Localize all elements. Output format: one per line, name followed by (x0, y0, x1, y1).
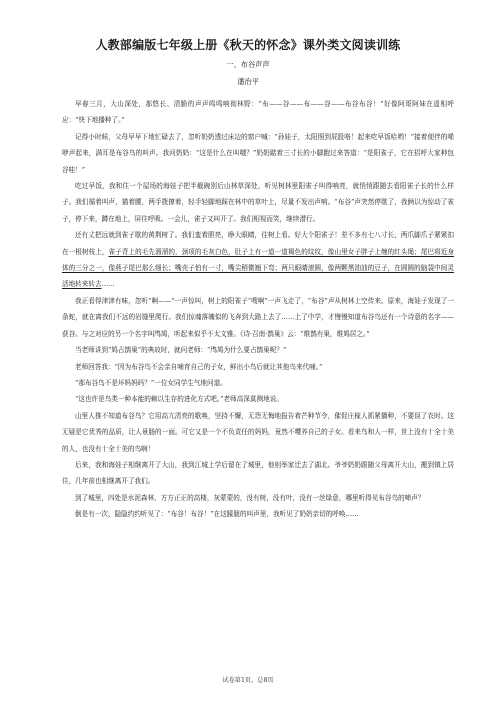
paragraph: “那布谷鸟不是坏妈妈吗？”一位女同学生气地问道。 (75, 378, 227, 387)
paragraph: 倒是有一次，隐隐约约听见了：“布谷！布谷！”在这朦胧的叫声里，我听见了奶奶亲切的呼唤…… (75, 510, 359, 519)
paragraph: 老师回答我：“因为布谷鸟不会亲自哺育自己的子女，鲜出小鸟后就让其他鸟来代哺。” (75, 362, 323, 371)
page-title: 人教部编版七年级上册《秋天的怀念》课外类文阅读训练 (95, 38, 401, 52)
paragraph: 当老师讲到“鸠占鹊巢”的典故时，就问老师：“鸤鸠为什么要占鹊巢呢？” (75, 346, 287, 355)
paragraph: 吃过早饭，我和住一个屋场的海娃子把半截碗别后山林草深处，听见树林里阳雀子叫得响亮，就悄悄跟随去看阳雀子长的什么样子。我们循着叫声，猫着腰，两手拨撩着，轻手轻脚地踩在林中的草叶上，尽量不发出声响。“布谷”声突然停歇了，我俩以为惊动了雀子，停下来，蹲在地上，屏住呼吸。一会儿，雀子又叫开了。我们相视而笑，继续潜行。 (62, 182, 454, 223)
article-body (62, 96, 454, 523)
underlined-passage: 雀子背上的毛先溜溜的，颈项的毛灰白色，肚子上有一道一道褐色的纹纹，像山里女子胖子上缠的红头绳；尾巴将近身体的三分之一，像燕子尾巴那么细长；嘴壳子怕有一寸，嘴尖稍微翘下弯；两只眼睛滚圆，像两颗黑油油的豆子，在圆圆的脑袋中间灵活地转来转去 (62, 247, 454, 289)
paragraph-text-end: …… (101, 280, 115, 289)
paragraph: 山里人推不知道布谷鸟？它用高亢清亮的歌唤，坚持不懈，无怨无悔地报告着芒种节令，催促庄稼人抓紧播种，不要误了农时。这无疑是它优秀的品质，让人景肠的一面。可它又是一个不负责任的妈妈，竟然不嘤养自己的子女。看来鸟和人一样，世上没有十全十美的人，也没有十全十美的鸟啊！ (62, 411, 454, 453)
author-line: 潘治平 (237, 77, 259, 86)
paragraph (62, 227, 454, 293)
paragraph: 记得小时候，父母早早下地忙碌去了，忽听奶奶透过床边的窗户喊：“孙娃子，太阳照到屁股咯！起来吃早饭哈哟！”接着便伴的唏咿声起来，满耳是布谷鸟的叫声。我问奶奶：“这是什么在叫哦？”奶奶踮着三寸长的小脚跑过来答道：“是阳雀子，它在招呼大家种包谷哇！” (62, 132, 454, 174)
paragraph: “这也许是鸟类一种本能的赖以生存的进化方式吧。”老师高深莫测地说。 (75, 395, 283, 404)
paragraph: 早春三月，大山深处，那悠长、清脆的声声鸣鸣响彻林野：“布——谷——布——谷——布谷布谷！”好像阿哥阿妹在遥相呼应：“快下地播种了。” (62, 100, 454, 125)
paragraph-text: 还有丈把远就到雀子歇的黄荆树了。我们蛮着胆亮，睁大眼睛，往树上看。好大个阳雀子！差不多有七八寸长，两爪脚爪子紧紧扣在一根树枝上， (62, 231, 454, 256)
paragraph: 我正看得津津有味，忽听“啊——”一声惊叫，树上的阳雀子“嗖啊”一声飞走了，“布谷”声从树林上空传来。原来，海娃子发现了一条蛇，就在离我们不远的岩缝里爬行。我们惊魂落魄似的飞奔到大路上去了……上了中学，才慢慢知道布谷鸟还有一个诗意的名字——获谷。与之对应的另一个名字叫鸤鸠，听起来似乎不太文雅。《诗·召南·鹊巢》云：“维鹊有巢，维鸠居之。” (62, 296, 454, 338)
paragraph: 到了城里，四处是水泥森林，方方正正的高楼，灰蒙蒙的，没有树，没有叶，没有一丝绿意，哪里听得见布谷鸟的啼声？ (75, 493, 425, 502)
section-heading: 一、布谷声声 (226, 60, 270, 69)
paragraph: 后来，我和海娃子相继离开了大山，我到江城上学后留在了城里，他则举家迁去了湖北。爷爷奶奶跟随父母离开大山，搬到镇上居住，几年前也相继离开了我们。 (62, 460, 454, 486)
page-footer: 试卷第1页，总8页 (222, 677, 274, 684)
